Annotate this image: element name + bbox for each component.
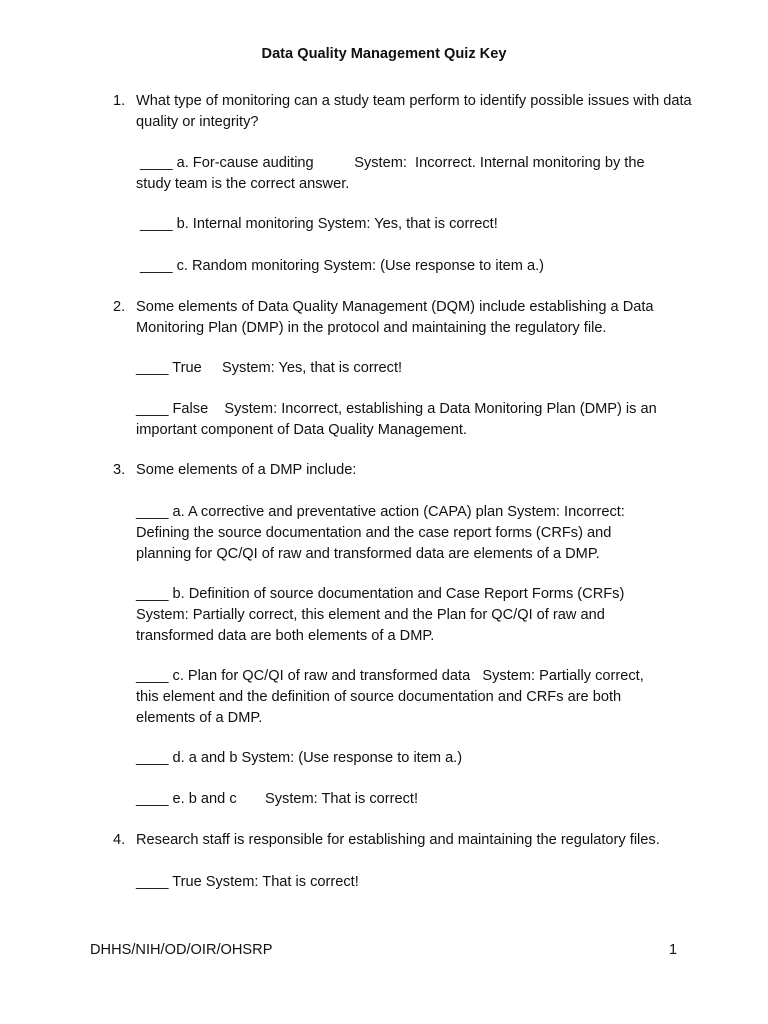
answer-option [136, 358, 682, 379]
answer-line: ____ a. A corrective and preventative action (CAPA) plan System: Incorrect: [136, 504, 625, 520]
question-text: What type of monitoring can a study team perform to identify possible issues with data quality or integrity? [136, 93, 692, 130]
answer-line: transformed data are both elements of a DMP. [136, 627, 435, 644]
answer-line: this element and the definition of source documentation and CRFs are both [136, 688, 622, 705]
answer-option [136, 153, 682, 195]
answer-line: important component of Data Quality Management. [136, 421, 467, 438]
footer-agency: DHHS/NIH/OD/OIR/OHSRP [90, 942, 273, 958]
answer-option [136, 256, 682, 277]
question-number: 4. [113, 832, 126, 848]
answer-line: System: Partially correct, this element and the Plan for QC/QI of raw and [136, 606, 605, 623]
answer-line: ____ e. b and c System: That is correct! [136, 791, 419, 807]
answer-option [136, 584, 682, 646]
answer-option [136, 748, 682, 769]
answer-option [136, 214, 682, 235]
answer-line: ____ b. Definition of source documentation and Case Report Forms (CRFs) [136, 586, 625, 602]
answer-line: ____ True System: That is correct! [136, 874, 359, 890]
answer-line: ____ False System: Incorrect, establishing a Data Monitoring Plan (DMP) is an [136, 401, 657, 417]
answer-line: ____ c. Random monitoring System: (Use response to item a.) [136, 258, 544, 274]
question-number: 1. [113, 93, 126, 109]
question-text: Some elements of a DMP include: [136, 462, 357, 478]
answer-line: ____ True System: Yes, that is correct! [136, 360, 403, 376]
answer-line: planning for QC/QI of raw and transformed data are elements of a DMP. [136, 545, 600, 562]
answer-line: ____ b. Internal monitoring System: Yes, that is correct! [136, 216, 498, 232]
page-title: Data Quality Management Quiz Key [261, 46, 507, 62]
question-number: 3. [113, 462, 126, 478]
answer-option [136, 789, 682, 810]
answer-option [136, 872, 682, 893]
answer-option [136, 502, 682, 564]
answer-line: study team is the correct answer. [136, 175, 350, 192]
answer-line: elements of a DMP. [136, 709, 263, 726]
answer-option [136, 666, 682, 728]
question-number: 2. [113, 299, 126, 315]
answer-line: ____ a. For-cause auditing System: Incorrect. Internal monitoring by the [136, 155, 645, 171]
question-text: Research staff is responsible for establishing and maintaining the regulatory files. [136, 832, 660, 848]
page-number: 1 [669, 942, 678, 958]
answer-line: ____ d. a and b System: (Use response to item a.) [136, 750, 463, 766]
question-text: Some elements of Data Quality Management (DQM) include establishing a Data Monitoring Plan (DMP) in the protocol and maintaining the regulatory file. [136, 299, 654, 336]
answer-line: ____ c. Plan for QC/QI of raw and transformed data System: Partially correct, [136, 668, 644, 684]
answer-option [136, 399, 682, 441]
answer-line: Defining the source documentation and the case report forms (CRFs) and [136, 524, 612, 541]
